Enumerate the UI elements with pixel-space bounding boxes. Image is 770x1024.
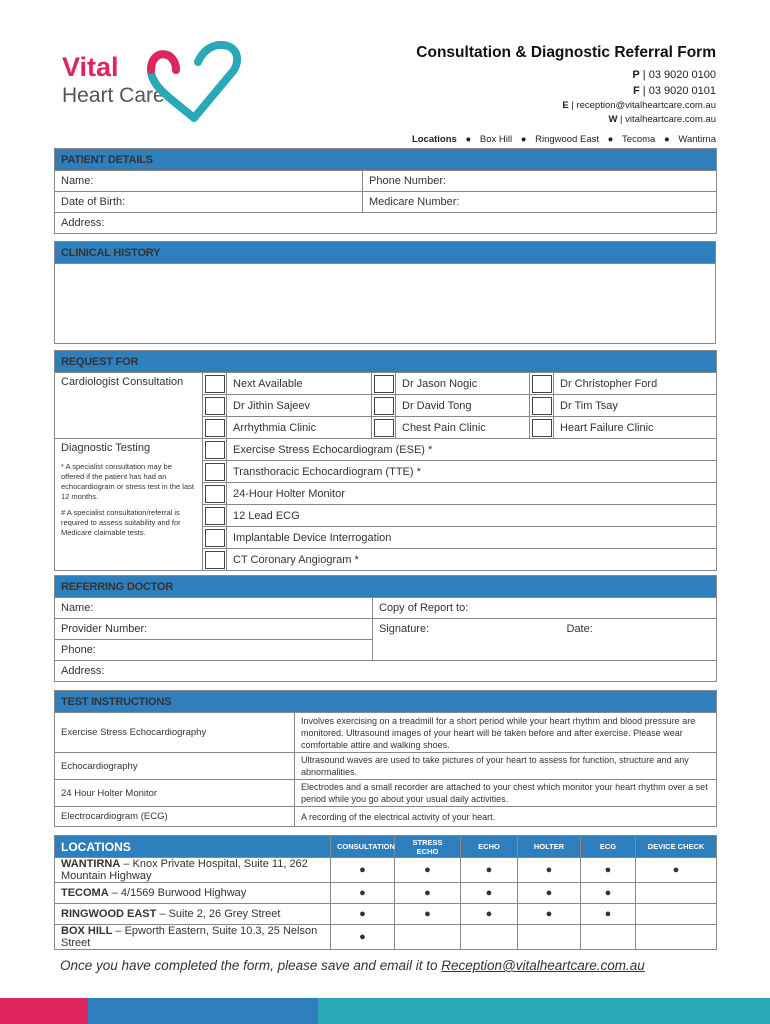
checkbox-dr-david-tong[interactable] bbox=[372, 395, 396, 417]
avail-dot: ● bbox=[331, 904, 395, 925]
col-holter: HOLTER bbox=[518, 836, 581, 858]
test-instructions-section bbox=[54, 690, 717, 827]
doctor-address-field[interactable]: Address: bbox=[55, 661, 717, 682]
col-echo: ECHO bbox=[461, 836, 518, 858]
phone-label: P bbox=[632, 69, 640, 81]
test-tte: Transthoracic Echocardiogram (TTE) * bbox=[227, 461, 717, 483]
color-strip-blue bbox=[88, 998, 318, 1024]
diagnostic-testing-label: Diagnostic Testing bbox=[61, 442, 151, 454]
doctor-phone-field[interactable]: Phone: bbox=[55, 640, 373, 661]
form-header bbox=[412, 44, 716, 147]
instruction-test-name: Electrocardiogram (ECG) bbox=[55, 807, 295, 827]
note-specialist-consultation: * A specialist consultation may be offered if the patient has had an echocardiogram or stress test in the last 12 months. bbox=[61, 462, 194, 501]
footer-text: Once you have completed the form, please save and email it to bbox=[60, 958, 442, 973]
location-address: TECOMA – 4/1569 Burwood Highway bbox=[55, 883, 331, 904]
option-dr-david-tong: Dr David Tong bbox=[396, 395, 530, 417]
web-label: W bbox=[608, 114, 618, 125]
locations-label: Locations bbox=[411, 134, 457, 145]
locations-title: LOCATIONS bbox=[55, 836, 331, 858]
logo-text-vital: Vital bbox=[62, 52, 119, 82]
checkbox-test-ecg[interactable] bbox=[203, 505, 227, 527]
location-row-box-hill bbox=[55, 925, 717, 950]
option-chest-pain-clinic: Chest Pain Clinic bbox=[396, 417, 530, 439]
option-dr-tim-tsay: Dr Tim Tsay bbox=[554, 395, 717, 417]
locations-table bbox=[54, 835, 717, 950]
patient-phone-field[interactable]: Phone Number: bbox=[363, 171, 717, 192]
footer-instruction bbox=[60, 958, 645, 973]
option-heart-failure-clinic: Heart Failure Clinic bbox=[554, 417, 717, 439]
instruction-desc: Involves exercising on a treadmill for a short period while your heart rhythm and blood pressure are monitored. Ultrasound images of your heart will be taken before and after exercise. Please wear comfortable attire and walking shoes. bbox=[295, 713, 717, 753]
location-row-wantirna bbox=[55, 858, 717, 883]
location-address: WANTIRNA – Knox Private Hospital, Suite 11, 262 Mountain Highway bbox=[55, 858, 331, 883]
fax-value: 03 9020 0101 bbox=[648, 85, 716, 97]
patient-details-section bbox=[54, 148, 717, 234]
request-for-section bbox=[54, 350, 717, 571]
provider-number-field[interactable]: Provider Number: bbox=[55, 619, 373, 640]
checkbox-dr-jason-nogic[interactable] bbox=[372, 373, 396, 395]
patient-details-title: PATIENT DETAILS bbox=[55, 149, 717, 171]
avail-dot: ● bbox=[395, 904, 461, 925]
avail-dot: ● bbox=[461, 904, 518, 925]
checkbox-test-ct[interactable] bbox=[203, 549, 227, 571]
instruction-test-name: Echocardiography bbox=[55, 753, 295, 780]
cardiologist-consultation-label: Cardiologist Consultation bbox=[55, 373, 203, 439]
referring-doctor-section bbox=[54, 575, 717, 682]
patient-name-field[interactable]: Name: bbox=[55, 171, 363, 192]
patient-address-field[interactable]: Address: bbox=[55, 213, 717, 234]
avail-dot bbox=[636, 904, 717, 925]
fax-line: F | 03 9020 0101 bbox=[632, 85, 716, 97]
location-wantirna: ● Wantirna bbox=[663, 134, 716, 145]
checkbox-test-device[interactable] bbox=[203, 527, 227, 549]
location-address: BOX HILL – Epworth Eastern, Suite 10.3, 25 Nelson Street bbox=[55, 925, 331, 950]
signature-field[interactable]: Signature: bbox=[373, 619, 561, 661]
option-arrhythmia-clinic: Arrhythmia Clinic bbox=[227, 417, 372, 439]
clinical-history-title: CLINICAL HISTORY bbox=[55, 242, 716, 264]
phone-value: 03 9020 0100 bbox=[648, 69, 716, 81]
locations-line bbox=[412, 133, 716, 147]
checkbox-next-available[interactable] bbox=[203, 373, 227, 395]
avail-dot bbox=[636, 925, 717, 950]
location-tecoma: ● Tecoma bbox=[607, 134, 656, 145]
instruction-desc: Electrodes and a small recorder are attached to your chest which monitor your heart rhythm over a set period while you go about your usual daily activities. bbox=[295, 780, 717, 807]
web-value[interactable]: vitalheartcare.com.au bbox=[625, 114, 716, 125]
footer-email-link[interactable]: Reception@vitalheartcare.com.au bbox=[441, 958, 645, 973]
doctor-name-field[interactable]: Name: bbox=[55, 598, 373, 619]
patient-medicare-field[interactable]: Medicare Number: bbox=[363, 192, 717, 213]
location-box-hill: ● Box Hill bbox=[465, 134, 513, 145]
col-device-check: DEVICE CHECK bbox=[636, 836, 717, 858]
avail-dot bbox=[395, 925, 461, 950]
checkbox-chest-pain-clinic[interactable] bbox=[372, 417, 396, 439]
avail-dot: ● bbox=[518, 858, 581, 883]
test-ese: Exercise Stress Echocardiogram (ESE) * bbox=[227, 439, 717, 461]
avail-dot: ● bbox=[331, 858, 395, 883]
note-specialist-referral: # A specialist consultation/referral is required to assess suitability and for Medicare claimable tests. bbox=[61, 508, 181, 537]
fax-label: F bbox=[632, 85, 640, 97]
instruction-test-name: Exercise Stress Echocardiography bbox=[55, 713, 295, 753]
checkbox-arrhythmia-clinic[interactable] bbox=[203, 417, 227, 439]
phone-line: P | 03 9020 0100 bbox=[632, 69, 716, 81]
location-ringwood-east: ● Ringwood East bbox=[520, 134, 599, 145]
test-device-interrogation: Implantable Device Interrogation bbox=[227, 527, 717, 549]
email-label: E bbox=[562, 100, 569, 111]
avail-dot: ● bbox=[331, 883, 395, 904]
avail-dot: ● bbox=[581, 883, 636, 904]
avail-dot: ● bbox=[331, 925, 395, 950]
option-dr-jithin-sajeev: Dr Jithin Sajeev bbox=[227, 395, 372, 417]
form-title: Consultation & Diagnostic Referral Form bbox=[416, 44, 716, 61]
location-row-ringwood-east bbox=[55, 904, 717, 925]
test-ct-coronary: CT Coronary Angiogram * bbox=[227, 549, 717, 571]
request-for-title: REQUEST FOR bbox=[55, 351, 717, 373]
date-field[interactable]: Date: bbox=[561, 619, 717, 661]
test-ecg: 12 Lead ECG bbox=[227, 505, 717, 527]
referring-doctor-title: REFERRING DOCTOR bbox=[55, 576, 717, 598]
email-line: E | reception@vitalheartcare.com.au bbox=[562, 100, 716, 111]
patient-dob-field[interactable]: Date of Birth: bbox=[55, 192, 363, 213]
option-dr-christopher-ford: Dr Christopher Ford bbox=[554, 373, 717, 395]
avail-dot bbox=[461, 925, 518, 950]
vital-heart-care-logo bbox=[58, 40, 248, 130]
instruction-desc: Ultrasound waves are used to take pictures of your heart to assess for function, structure and any abnormalities. bbox=[295, 753, 717, 780]
checkbox-heart-failure-clinic[interactable] bbox=[530, 417, 554, 439]
avail-dot: ● bbox=[581, 904, 636, 925]
option-next-available: Next Available bbox=[227, 373, 372, 395]
test-instructions-title: TEST INSTRUCTIONS bbox=[55, 691, 717, 713]
avail-dot: ● bbox=[395, 883, 461, 904]
color-strip-teal bbox=[318, 998, 770, 1024]
diagnostic-testing-cell bbox=[55, 439, 203, 571]
email-value[interactable]: reception@vitalheartcare.com.au bbox=[576, 100, 716, 111]
instruction-desc: A recording of the electrical activity of your heart. bbox=[295, 807, 717, 827]
col-consultation: CONSULTATION bbox=[331, 836, 395, 858]
color-strip-pink bbox=[0, 998, 88, 1024]
col-ecg: ECG bbox=[581, 836, 636, 858]
web-line: W | vitalheartcare.com.au bbox=[608, 114, 716, 125]
avail-dot: ● bbox=[461, 883, 518, 904]
checkbox-dr-jithin-sajeev[interactable] bbox=[203, 395, 227, 417]
logo-text-heart-care: Heart Care bbox=[62, 84, 165, 107]
instruction-test-name: 24 Hour Holter Monitor bbox=[55, 780, 295, 807]
avail-dot: ● bbox=[395, 858, 461, 883]
location-address: RINGWOOD EAST – Suite 2, 26 Grey Street bbox=[55, 904, 331, 925]
clinical-history-textarea[interactable] bbox=[55, 264, 716, 344]
heart-check-icon bbox=[146, 40, 246, 125]
checkbox-test-tte[interactable] bbox=[203, 461, 227, 483]
test-holter: 24-Hour Holter Monitor bbox=[227, 483, 717, 505]
checkbox-dr-christopher-ford[interactable] bbox=[530, 373, 554, 395]
avail-dot bbox=[636, 883, 717, 904]
checkbox-dr-tim-tsay[interactable] bbox=[530, 395, 554, 417]
avail-dot: ● bbox=[636, 858, 717, 883]
avail-dot: ● bbox=[518, 904, 581, 925]
location-row-tecoma bbox=[55, 883, 717, 904]
avail-dot: ● bbox=[581, 858, 636, 883]
avail-dot: ● bbox=[518, 883, 581, 904]
checkbox-test-holter[interactable] bbox=[203, 483, 227, 505]
col-stress-echo: STRESS ECHO bbox=[395, 836, 461, 858]
copy-of-report-field[interactable]: Copy of Report to: bbox=[373, 598, 717, 619]
checkbox-test-ese[interactable] bbox=[203, 439, 227, 461]
avail-dot bbox=[581, 925, 636, 950]
option-dr-jason-nogic: Dr Jason Nogic bbox=[396, 373, 530, 395]
avail-dot: ● bbox=[461, 858, 518, 883]
avail-dot bbox=[518, 925, 581, 950]
clinical-history-section bbox=[54, 241, 716, 344]
